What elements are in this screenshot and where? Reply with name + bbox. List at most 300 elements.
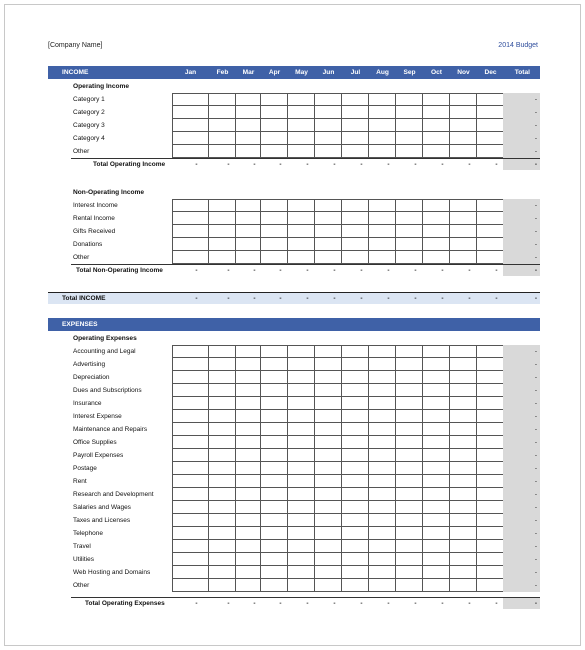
input-cell-aug[interactable] xyxy=(369,514,396,527)
input-cell-feb[interactable] xyxy=(209,345,236,358)
input-cell-aug[interactable] xyxy=(369,225,396,238)
input-cell-feb[interactable] xyxy=(209,119,236,132)
input-cell-oct[interactable] xyxy=(423,553,450,566)
input-cell-nov[interactable] xyxy=(450,345,477,358)
input-cell-sep[interactable] xyxy=(396,212,423,225)
input-cell-feb[interactable] xyxy=(209,397,236,410)
input-cell-oct[interactable] xyxy=(423,225,450,238)
input-cell-aug[interactable] xyxy=(369,488,396,501)
input-cell-jul[interactable] xyxy=(342,225,369,238)
input-cell-nov[interactable] xyxy=(450,501,477,514)
input-cell-sep[interactable] xyxy=(396,475,423,488)
input-cell-oct[interactable] xyxy=(423,462,450,475)
input-cell-nov[interactable] xyxy=(450,238,477,251)
input-cell-jan[interactable] xyxy=(172,397,209,410)
input-cell-aug[interactable] xyxy=(369,119,396,132)
input-cell-jan[interactable] xyxy=(172,579,209,592)
input-cell-apr[interactable] xyxy=(261,238,288,251)
input-cell-nov[interactable] xyxy=(450,449,477,462)
input-cell-jan[interactable] xyxy=(172,225,209,238)
input-cell-oct[interactable] xyxy=(423,488,450,501)
input-cell-may[interactable] xyxy=(288,488,315,501)
input-cell-apr[interactable] xyxy=(261,397,288,410)
input-cell-oct[interactable] xyxy=(423,145,450,158)
input-cell-aug[interactable] xyxy=(369,345,396,358)
input-cell-may[interactable] xyxy=(288,423,315,436)
input-cell-mar[interactable] xyxy=(236,397,261,410)
input-cell-dec[interactable] xyxy=(477,251,504,264)
input-cell-oct[interactable] xyxy=(423,449,450,462)
input-cell-feb[interactable] xyxy=(209,540,236,553)
input-cell-may[interactable] xyxy=(288,527,315,540)
budget-title[interactable]: 2014 Budget xyxy=(498,42,538,49)
input-cell-jan[interactable] xyxy=(172,540,209,553)
input-cell-jul[interactable] xyxy=(342,553,369,566)
input-cell-dec[interactable] xyxy=(477,238,504,251)
input-cell-jul[interactable] xyxy=(342,566,369,579)
input-cell-may[interactable] xyxy=(288,397,315,410)
input-cell-apr[interactable] xyxy=(261,251,288,264)
input-cell-sep[interactable] xyxy=(396,132,423,145)
input-cell-nov[interactable] xyxy=(450,436,477,449)
input-cell-feb[interactable] xyxy=(209,579,236,592)
input-cell-apr[interactable] xyxy=(261,225,288,238)
input-cell-feb[interactable] xyxy=(209,212,236,225)
input-cell-nov[interactable] xyxy=(450,566,477,579)
input-cell-dec[interactable] xyxy=(477,145,504,158)
input-cell-may[interactable] xyxy=(288,106,315,119)
input-cell-sep[interactable] xyxy=(396,462,423,475)
input-cell-jun[interactable] xyxy=(315,514,342,527)
input-cell-aug[interactable] xyxy=(369,384,396,397)
input-cell-dec[interactable] xyxy=(477,553,504,566)
input-cell-mar[interactable] xyxy=(236,514,261,527)
input-cell-dec[interactable] xyxy=(477,199,504,212)
input-cell-jan[interactable] xyxy=(172,475,209,488)
input-cell-nov[interactable] xyxy=(450,553,477,566)
input-cell-mar[interactable] xyxy=(236,371,261,384)
input-cell-may[interactable] xyxy=(288,501,315,514)
input-cell-nov[interactable] xyxy=(450,579,477,592)
input-cell-jan[interactable] xyxy=(172,514,209,527)
input-cell-aug[interactable] xyxy=(369,566,396,579)
input-cell-nov[interactable] xyxy=(450,488,477,501)
input-cell-jun[interactable] xyxy=(315,423,342,436)
input-cell-sep[interactable] xyxy=(396,566,423,579)
input-cell-sep[interactable] xyxy=(396,397,423,410)
input-cell-may[interactable] xyxy=(288,238,315,251)
input-cell-jun[interactable] xyxy=(315,540,342,553)
input-cell-jun[interactable] xyxy=(315,449,342,462)
input-cell-feb[interactable] xyxy=(209,106,236,119)
input-cell-dec[interactable] xyxy=(477,132,504,145)
input-cell-apr[interactable] xyxy=(261,132,288,145)
input-cell-may[interactable] xyxy=(288,553,315,566)
input-cell-mar[interactable] xyxy=(236,119,261,132)
input-cell-apr[interactable] xyxy=(261,358,288,371)
input-cell-jun[interactable] xyxy=(315,251,342,264)
input-cell-feb[interactable] xyxy=(209,238,236,251)
input-cell-may[interactable] xyxy=(288,93,315,106)
input-cell-jun[interactable] xyxy=(315,397,342,410)
input-cell-may[interactable] xyxy=(288,449,315,462)
input-cell-jun[interactable] xyxy=(315,371,342,384)
input-cell-apr[interactable] xyxy=(261,106,288,119)
input-cell-sep[interactable] xyxy=(396,553,423,566)
input-cell-jun[interactable] xyxy=(315,145,342,158)
input-cell-mar[interactable] xyxy=(236,527,261,540)
input-cell-nov[interactable] xyxy=(450,475,477,488)
input-cell-dec[interactable] xyxy=(477,449,504,462)
company-name[interactable]: [Company Name] xyxy=(48,42,103,49)
input-cell-sep[interactable] xyxy=(396,106,423,119)
input-cell-nov[interactable] xyxy=(450,199,477,212)
input-cell-jul[interactable] xyxy=(342,119,369,132)
input-cell-mar[interactable] xyxy=(236,475,261,488)
input-cell-jul[interactable] xyxy=(342,358,369,371)
input-cell-aug[interactable] xyxy=(369,397,396,410)
input-cell-feb[interactable] xyxy=(209,462,236,475)
input-cell-jul[interactable] xyxy=(342,371,369,384)
input-cell-jun[interactable] xyxy=(315,475,342,488)
input-cell-feb[interactable] xyxy=(209,371,236,384)
input-cell-jan[interactable] xyxy=(172,462,209,475)
input-cell-jul[interactable] xyxy=(342,345,369,358)
input-cell-nov[interactable] xyxy=(450,371,477,384)
input-cell-may[interactable] xyxy=(288,358,315,371)
input-cell-sep[interactable] xyxy=(396,371,423,384)
input-cell-may[interactable] xyxy=(288,514,315,527)
input-cell-jan[interactable] xyxy=(172,251,209,264)
input-cell-feb[interactable] xyxy=(209,93,236,106)
input-cell-mar[interactable] xyxy=(236,132,261,145)
input-cell-jul[interactable] xyxy=(342,501,369,514)
input-cell-nov[interactable] xyxy=(450,423,477,436)
input-cell-nov[interactable] xyxy=(450,132,477,145)
input-cell-mar[interactable] xyxy=(236,384,261,397)
input-cell-may[interactable] xyxy=(288,225,315,238)
input-cell-oct[interactable] xyxy=(423,93,450,106)
input-cell-dec[interactable] xyxy=(477,540,504,553)
input-cell-sep[interactable] xyxy=(396,501,423,514)
input-cell-jan[interactable] xyxy=(172,238,209,251)
input-cell-mar[interactable] xyxy=(236,449,261,462)
input-cell-mar[interactable] xyxy=(236,358,261,371)
input-cell-oct[interactable] xyxy=(423,527,450,540)
input-cell-nov[interactable] xyxy=(450,225,477,238)
input-cell-jun[interactable] xyxy=(315,553,342,566)
input-cell-jul[interactable] xyxy=(342,488,369,501)
input-cell-nov[interactable] xyxy=(450,384,477,397)
input-cell-oct[interactable] xyxy=(423,106,450,119)
input-cell-feb[interactable] xyxy=(209,514,236,527)
input-cell-feb[interactable] xyxy=(209,358,236,371)
input-cell-jan[interactable] xyxy=(172,436,209,449)
input-cell-aug[interactable] xyxy=(369,449,396,462)
input-cell-oct[interactable] xyxy=(423,199,450,212)
input-cell-oct[interactable] xyxy=(423,345,450,358)
input-cell-apr[interactable] xyxy=(261,436,288,449)
input-cell-jul[interactable] xyxy=(342,527,369,540)
input-cell-nov[interactable] xyxy=(450,251,477,264)
input-cell-nov[interactable] xyxy=(450,212,477,225)
input-cell-apr[interactable] xyxy=(261,475,288,488)
input-cell-mar[interactable] xyxy=(236,225,261,238)
input-cell-mar[interactable] xyxy=(236,212,261,225)
input-cell-dec[interactable] xyxy=(477,527,504,540)
input-cell-apr[interactable] xyxy=(261,345,288,358)
input-cell-apr[interactable] xyxy=(261,579,288,592)
input-cell-aug[interactable] xyxy=(369,410,396,423)
input-cell-feb[interactable] xyxy=(209,475,236,488)
input-cell-jan[interactable] xyxy=(172,93,209,106)
input-cell-jan[interactable] xyxy=(172,488,209,501)
input-cell-oct[interactable] xyxy=(423,119,450,132)
input-cell-jun[interactable] xyxy=(315,212,342,225)
input-cell-feb[interactable] xyxy=(209,410,236,423)
input-cell-sep[interactable] xyxy=(396,527,423,540)
input-cell-apr[interactable] xyxy=(261,553,288,566)
input-cell-sep[interactable] xyxy=(396,540,423,553)
input-cell-jun[interactable] xyxy=(315,119,342,132)
input-cell-mar[interactable] xyxy=(236,501,261,514)
input-cell-feb[interactable] xyxy=(209,199,236,212)
input-cell-jul[interactable] xyxy=(342,397,369,410)
input-cell-mar[interactable] xyxy=(236,145,261,158)
input-cell-dec[interactable] xyxy=(477,93,504,106)
input-cell-nov[interactable] xyxy=(450,397,477,410)
input-cell-mar[interactable] xyxy=(236,579,261,592)
input-cell-may[interactable] xyxy=(288,371,315,384)
input-cell-mar[interactable] xyxy=(236,345,261,358)
input-cell-oct[interactable] xyxy=(423,132,450,145)
input-cell-dec[interactable] xyxy=(477,384,504,397)
input-cell-jan[interactable] xyxy=(172,449,209,462)
input-cell-nov[interactable] xyxy=(450,358,477,371)
input-cell-jan[interactable] xyxy=(172,527,209,540)
input-cell-apr[interactable] xyxy=(261,449,288,462)
input-cell-nov[interactable] xyxy=(450,540,477,553)
input-cell-mar[interactable] xyxy=(236,436,261,449)
input-cell-jun[interactable] xyxy=(315,579,342,592)
input-cell-dec[interactable] xyxy=(477,397,504,410)
input-cell-feb[interactable] xyxy=(209,251,236,264)
input-cell-oct[interactable] xyxy=(423,475,450,488)
input-cell-dec[interactable] xyxy=(477,501,504,514)
input-cell-nov[interactable] xyxy=(450,145,477,158)
input-cell-feb[interactable] xyxy=(209,449,236,462)
input-cell-sep[interactable] xyxy=(396,579,423,592)
input-cell-oct[interactable] xyxy=(423,436,450,449)
input-cell-apr[interactable] xyxy=(261,212,288,225)
input-cell-feb[interactable] xyxy=(209,501,236,514)
input-cell-mar[interactable] xyxy=(236,199,261,212)
input-cell-aug[interactable] xyxy=(369,212,396,225)
input-cell-may[interactable] xyxy=(288,475,315,488)
input-cell-may[interactable] xyxy=(288,119,315,132)
input-cell-jul[interactable] xyxy=(342,238,369,251)
input-cell-apr[interactable] xyxy=(261,527,288,540)
input-cell-sep[interactable] xyxy=(396,345,423,358)
input-cell-aug[interactable] xyxy=(369,132,396,145)
input-cell-jan[interactable] xyxy=(172,345,209,358)
input-cell-sep[interactable] xyxy=(396,436,423,449)
input-cell-jan[interactable] xyxy=(172,212,209,225)
input-cell-nov[interactable] xyxy=(450,514,477,527)
input-cell-sep[interactable] xyxy=(396,225,423,238)
input-cell-jul[interactable] xyxy=(342,132,369,145)
input-cell-sep[interactable] xyxy=(396,384,423,397)
input-cell-apr[interactable] xyxy=(261,462,288,475)
input-cell-jun[interactable] xyxy=(315,345,342,358)
input-cell-sep[interactable] xyxy=(396,119,423,132)
input-cell-sep[interactable] xyxy=(396,93,423,106)
input-cell-sep[interactable] xyxy=(396,410,423,423)
input-cell-may[interactable] xyxy=(288,199,315,212)
input-cell-feb[interactable] xyxy=(209,145,236,158)
input-cell-dec[interactable] xyxy=(477,358,504,371)
input-cell-aug[interactable] xyxy=(369,527,396,540)
input-cell-may[interactable] xyxy=(288,384,315,397)
input-cell-oct[interactable] xyxy=(423,501,450,514)
input-cell-dec[interactable] xyxy=(477,475,504,488)
input-cell-nov[interactable] xyxy=(450,462,477,475)
input-cell-may[interactable] xyxy=(288,579,315,592)
input-cell-apr[interactable] xyxy=(261,540,288,553)
input-cell-may[interactable] xyxy=(288,462,315,475)
input-cell-jul[interactable] xyxy=(342,410,369,423)
input-cell-aug[interactable] xyxy=(369,199,396,212)
input-cell-dec[interactable] xyxy=(477,514,504,527)
input-cell-jul[interactable] xyxy=(342,212,369,225)
input-cell-dec[interactable] xyxy=(477,462,504,475)
input-cell-aug[interactable] xyxy=(369,475,396,488)
input-cell-jul[interactable] xyxy=(342,514,369,527)
input-cell-jul[interactable] xyxy=(342,475,369,488)
input-cell-oct[interactable] xyxy=(423,397,450,410)
input-cell-oct[interactable] xyxy=(423,238,450,251)
input-cell-jan[interactable] xyxy=(172,423,209,436)
input-cell-mar[interactable] xyxy=(236,566,261,579)
input-cell-sep[interactable] xyxy=(396,251,423,264)
input-cell-jul[interactable] xyxy=(342,106,369,119)
input-cell-mar[interactable] xyxy=(236,93,261,106)
input-cell-jul[interactable] xyxy=(342,384,369,397)
input-cell-dec[interactable] xyxy=(477,119,504,132)
input-cell-jun[interactable] xyxy=(315,436,342,449)
input-cell-oct[interactable] xyxy=(423,410,450,423)
input-cell-sep[interactable] xyxy=(396,423,423,436)
input-cell-jun[interactable] xyxy=(315,384,342,397)
input-cell-dec[interactable] xyxy=(477,212,504,225)
input-cell-feb[interactable] xyxy=(209,225,236,238)
input-cell-aug[interactable] xyxy=(369,579,396,592)
input-cell-aug[interactable] xyxy=(369,553,396,566)
input-cell-jul[interactable] xyxy=(342,93,369,106)
input-cell-jul[interactable] xyxy=(342,199,369,212)
input-cell-apr[interactable] xyxy=(261,199,288,212)
input-cell-oct[interactable] xyxy=(423,251,450,264)
input-cell-apr[interactable] xyxy=(261,384,288,397)
input-cell-apr[interactable] xyxy=(261,566,288,579)
input-cell-may[interactable] xyxy=(288,540,315,553)
input-cell-mar[interactable] xyxy=(236,423,261,436)
input-cell-oct[interactable] xyxy=(423,358,450,371)
input-cell-oct[interactable] xyxy=(423,566,450,579)
input-cell-may[interactable] xyxy=(288,212,315,225)
input-cell-mar[interactable] xyxy=(236,238,261,251)
input-cell-nov[interactable] xyxy=(450,93,477,106)
input-cell-mar[interactable] xyxy=(236,410,261,423)
input-cell-aug[interactable] xyxy=(369,436,396,449)
input-cell-jan[interactable] xyxy=(172,199,209,212)
input-cell-jan[interactable] xyxy=(172,553,209,566)
input-cell-sep[interactable] xyxy=(396,358,423,371)
input-cell-aug[interactable] xyxy=(369,358,396,371)
input-cell-dec[interactable] xyxy=(477,579,504,592)
input-cell-jun[interactable] xyxy=(315,501,342,514)
input-cell-jun[interactable] xyxy=(315,225,342,238)
input-cell-jan[interactable] xyxy=(172,119,209,132)
input-cell-apr[interactable] xyxy=(261,410,288,423)
input-cell-apr[interactable] xyxy=(261,423,288,436)
input-cell-may[interactable] xyxy=(288,251,315,264)
input-cell-apr[interactable] xyxy=(261,514,288,527)
input-cell-jun[interactable] xyxy=(315,238,342,251)
input-cell-dec[interactable] xyxy=(477,566,504,579)
input-cell-jan[interactable] xyxy=(172,371,209,384)
input-cell-feb[interactable] xyxy=(209,423,236,436)
input-cell-nov[interactable] xyxy=(450,410,477,423)
input-cell-feb[interactable] xyxy=(209,436,236,449)
input-cell-oct[interactable] xyxy=(423,514,450,527)
input-cell-apr[interactable] xyxy=(261,93,288,106)
input-cell-oct[interactable] xyxy=(423,371,450,384)
input-cell-jan[interactable] xyxy=(172,106,209,119)
input-cell-aug[interactable] xyxy=(369,106,396,119)
input-cell-jan[interactable] xyxy=(172,410,209,423)
input-cell-oct[interactable] xyxy=(423,579,450,592)
input-cell-jan[interactable] xyxy=(172,132,209,145)
input-cell-mar[interactable] xyxy=(236,540,261,553)
input-cell-sep[interactable] xyxy=(396,145,423,158)
input-cell-jun[interactable] xyxy=(315,566,342,579)
input-cell-dec[interactable] xyxy=(477,436,504,449)
input-cell-dec[interactable] xyxy=(477,345,504,358)
input-cell-nov[interactable] xyxy=(450,106,477,119)
input-cell-jul[interactable] xyxy=(342,462,369,475)
input-cell-aug[interactable] xyxy=(369,93,396,106)
input-cell-dec[interactable] xyxy=(477,106,504,119)
input-cell-jul[interactable] xyxy=(342,251,369,264)
input-cell-mar[interactable] xyxy=(236,251,261,264)
input-cell-feb[interactable] xyxy=(209,527,236,540)
input-cell-jun[interactable] xyxy=(315,488,342,501)
input-cell-jun[interactable] xyxy=(315,93,342,106)
input-cell-jul[interactable] xyxy=(342,540,369,553)
input-cell-apr[interactable] xyxy=(261,119,288,132)
input-cell-jan[interactable] xyxy=(172,145,209,158)
input-cell-feb[interactable] xyxy=(209,488,236,501)
input-cell-may[interactable] xyxy=(288,145,315,158)
input-cell-jul[interactable] xyxy=(342,436,369,449)
input-cell-aug[interactable] xyxy=(369,145,396,158)
input-cell-oct[interactable] xyxy=(423,212,450,225)
input-cell-dec[interactable] xyxy=(477,410,504,423)
input-cell-feb[interactable] xyxy=(209,566,236,579)
input-cell-apr[interactable] xyxy=(261,488,288,501)
input-cell-aug[interactable] xyxy=(369,423,396,436)
